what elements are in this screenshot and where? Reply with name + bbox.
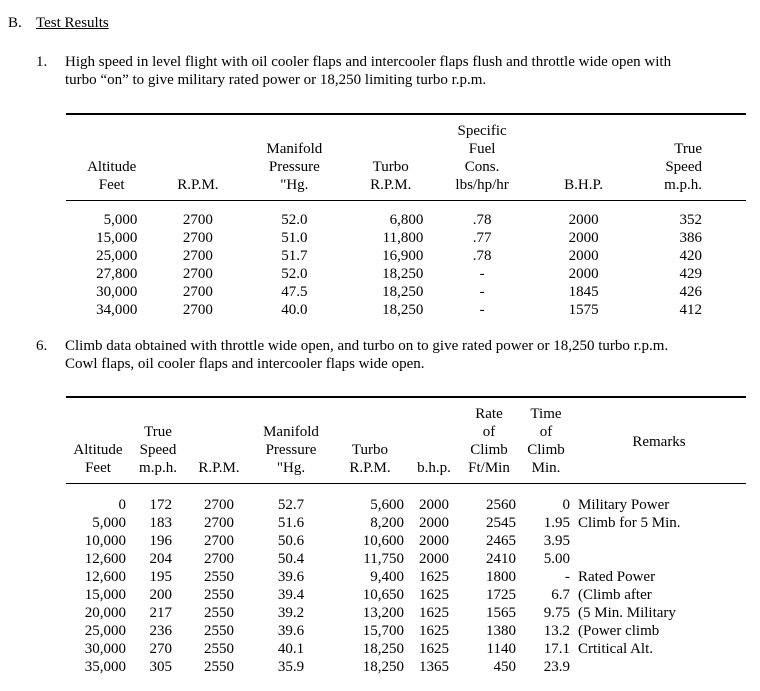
- cell-speed: 305: [149, 659, 172, 675]
- item6-description: [65, 337, 735, 373]
- cell-altitude: 30,000: [96, 284, 138, 300]
- cell-turbo: 11,750: [363, 551, 404, 567]
- cell-time: 3.95: [543, 533, 570, 549]
- cell-bhp: 1625: [419, 605, 449, 621]
- cell-manifold: 40.1: [277, 641, 305, 657]
- cell-remarks: Climb for 5 Min.: [578, 515, 681, 531]
- cell-rpm: 2550: [204, 587, 234, 603]
- cell-fuel: .78: [472, 212, 492, 228]
- cell-rate: 1800: [486, 569, 516, 585]
- header-line: lbs/hp/hr: [455, 177, 509, 193]
- cell-manifold: 39.6: [277, 623, 305, 639]
- cell-bhp: 2000: [568, 266, 599, 282]
- cell-altitude: 5,000: [103, 212, 138, 228]
- cell-rate: 1380: [486, 623, 516, 639]
- table-row: [66, 568, 746, 586]
- cell-rpm: 2550: [204, 569, 234, 585]
- cell-altitude: 12,600: [84, 569, 126, 585]
- header-line: of: [482, 424, 496, 440]
- cell-turbo: 9,400: [370, 569, 404, 585]
- cell-rate: 2465: [486, 533, 516, 549]
- cell-altitude: 35,000: [84, 659, 126, 675]
- col-bhp-header: [410, 405, 458, 477]
- table1-header-row: [66, 122, 746, 194]
- table-row: [66, 514, 746, 532]
- high-speed-table: [66, 122, 746, 194]
- header-line: Manifold: [263, 424, 319, 440]
- cell-speed: 196: [149, 533, 172, 549]
- cell-rate: 2410: [486, 551, 516, 567]
- cell-manifold: 50.6: [277, 533, 305, 549]
- header-line: Climb: [527, 442, 565, 458]
- col-bhp-header: [533, 122, 634, 194]
- header-line: b.h.p.: [417, 460, 451, 476]
- cell-speed: 352: [679, 212, 702, 228]
- table2-header-rule: [66, 483, 746, 484]
- cell-bhp: 2000: [419, 533, 449, 549]
- col-fuel-header: [431, 122, 532, 194]
- cell-speed: 195: [149, 569, 172, 585]
- climb-table-body: [66, 496, 746, 676]
- cell-manifold: 39.4: [277, 587, 305, 603]
- cell-time: 5.00: [543, 551, 570, 567]
- section-title: Test Results: [36, 15, 109, 31]
- item6-number: 6.: [36, 338, 48, 354]
- header-line: True: [144, 424, 172, 440]
- table-row: [66, 640, 746, 658]
- cell-bhp: 2000: [419, 551, 449, 567]
- header-line: Pressure: [268, 159, 320, 175]
- cell-turbo: 18,250: [382, 284, 424, 300]
- cell-manifold: 50.4: [277, 551, 305, 567]
- cell-manifold: 51.0: [281, 230, 308, 246]
- header-line: "Hg.: [276, 460, 306, 476]
- header-line: Min.: [531, 460, 561, 476]
- cell-turbo: 18,250: [382, 266, 424, 282]
- header-line: Feet: [98, 177, 125, 193]
- cell-manifold: 52.0: [281, 212, 308, 228]
- cell-speed: 426: [679, 284, 702, 300]
- header-line: Pressure: [265, 442, 317, 458]
- cell-altitude: 5,000: [92, 515, 126, 531]
- table-row: [66, 532, 746, 550]
- cell-turbo: 10,650: [362, 587, 404, 603]
- header-line: Manifold: [266, 141, 323, 157]
- cell-bhp: 1625: [419, 641, 449, 657]
- cell-altitude: 15,000: [96, 230, 138, 246]
- col-remarks-header: [572, 405, 746, 477]
- table2-header-row: [66, 405, 746, 477]
- cell-rpm: 2550: [204, 623, 234, 639]
- cell-remarks: Military Power: [578, 497, 670, 513]
- cell-turbo: 18,250: [362, 659, 404, 675]
- cell-time: 9.75: [543, 605, 570, 621]
- cell-altitude: 15,000: [84, 587, 126, 603]
- cell-turbo: 15,700: [362, 623, 404, 639]
- cell-remarks: [572, 658, 746, 676]
- header-line: Feet: [85, 460, 111, 476]
- cell-rpm: 2700: [182, 230, 213, 246]
- col-time-header: [520, 405, 572, 477]
- header-line: Specific: [457, 123, 507, 139]
- header-line: R.P.M.: [198, 460, 240, 476]
- cell-speed: 183: [149, 515, 172, 531]
- header-line: m.p.h.: [664, 177, 702, 193]
- table-row: [66, 550, 746, 568]
- col-manifold-header: [252, 405, 330, 477]
- cell-bhp: 1365: [419, 659, 449, 675]
- cell-altitude: 34,000: [96, 302, 138, 318]
- cell-altitude: 25,000: [84, 623, 126, 639]
- cell-remarks: Rated Power: [578, 569, 656, 585]
- cell-rpm: 2700: [182, 302, 213, 318]
- cell-speed: 429: [679, 266, 702, 282]
- header-line: Altitude: [73, 442, 123, 458]
- header-line: Time: [530, 406, 562, 422]
- item1-text-line2: turbo “on” to give military rated power or 18,250 limiting turbo r.p.m.: [65, 72, 487, 88]
- cell-rate: 2545: [486, 515, 516, 531]
- cell-turbo: 5,600: [370, 497, 404, 513]
- header-line: Speed: [665, 159, 702, 175]
- cell-speed: 204: [149, 551, 172, 567]
- cell-speed: 217: [149, 605, 172, 621]
- col-rpm-header: [186, 405, 252, 477]
- cell-turbo: 8,200: [370, 515, 404, 531]
- cell-speed: 270: [149, 641, 172, 657]
- header-line: Remarks: [632, 434, 686, 450]
- cell-bhp: 1575: [568, 302, 599, 318]
- cell-bhp: 2000: [419, 515, 449, 531]
- table-row: [66, 604, 746, 622]
- cell-speed: 236: [149, 623, 172, 639]
- table1-header-rule: [66, 200, 746, 201]
- cell-turbo: 6,800: [389, 212, 424, 228]
- climb-table: [66, 405, 746, 477]
- col-altitude-header: [66, 405, 130, 477]
- col-turbo-header: [350, 122, 431, 194]
- table-row: [66, 265, 746, 283]
- cell-fuel: -: [479, 266, 485, 282]
- cell-turbo: 16,900: [382, 248, 424, 264]
- header-line: Ft/Min: [468, 460, 510, 476]
- cell-remarks: (Climb after: [578, 587, 652, 603]
- cell-manifold: 40.0: [281, 302, 308, 318]
- header-line: "Hg.: [280, 177, 309, 193]
- header-line: R.P.M.: [370, 177, 412, 193]
- cell-rpm: 2700: [204, 497, 234, 513]
- header-line: Climb: [470, 442, 508, 458]
- cell-bhp: 2000: [419, 497, 449, 513]
- cell-rpm: 2550: [204, 605, 234, 621]
- item1-text-line1: High speed in level flight with oil cooler flaps and intercooler flaps flush and throttle wide open with: [65, 54, 672, 70]
- cell-bhp: 1625: [419, 623, 449, 639]
- cell-bhp: 2000: [568, 212, 599, 228]
- col-altitude-header: [66, 122, 157, 194]
- table-row: [66, 622, 746, 640]
- cell-manifold: 39.2: [277, 605, 305, 621]
- cell-bhp: 2000: [568, 248, 599, 264]
- cell-speed: 412: [679, 302, 702, 318]
- item1-description: [65, 53, 735, 89]
- cell-turbo: 10,600: [362, 533, 404, 549]
- item1-number: 1.: [36, 54, 48, 70]
- cell-remarks: Crtitical Alt.: [578, 641, 653, 657]
- cell-time: 0: [562, 497, 570, 513]
- cell-remarks: (5 Min. Military: [578, 605, 676, 621]
- header-line: Speed: [139, 442, 177, 458]
- cell-altitude: 30,000: [84, 641, 126, 657]
- cell-bhp: 2000: [568, 230, 599, 246]
- cell-time: 17.1: [543, 641, 570, 657]
- header-line: Rate: [475, 406, 503, 422]
- item6-text-line1: Climb data obtained with throttle wide open, and turbo on to give rated power or 18,250 turbo r.p.m.: [65, 338, 669, 354]
- cell-time: 13.2: [543, 623, 570, 639]
- col-rpm-header: [157, 122, 238, 194]
- cell-rate: 1140: [486, 641, 516, 657]
- cell-rpm: 2700: [182, 212, 213, 228]
- cell-manifold: 47.5: [281, 284, 308, 300]
- item6-text-line2: Cowl flaps, oil cooler flaps and intercooler flaps wide open.: [65, 356, 425, 372]
- cell-rate: 450: [493, 659, 516, 675]
- cell-remarks: [572, 532, 746, 550]
- cell-fuel: -: [479, 302, 485, 318]
- table-row: [66, 229, 746, 247]
- cell-speed: 172: [149, 497, 172, 513]
- cell-time: -: [565, 569, 570, 585]
- cell-manifold: 35.9: [277, 659, 305, 675]
- table2-top-rule: [66, 396, 746, 398]
- cell-turbo: 18,250: [382, 302, 424, 318]
- cell-manifold: 52.0: [281, 266, 308, 282]
- header-line: Altitude: [87, 159, 137, 175]
- cell-altitude: 0: [118, 497, 126, 513]
- cell-fuel: -: [479, 284, 485, 300]
- table-row: [66, 283, 746, 301]
- cell-rpm: 2700: [204, 515, 234, 531]
- cell-manifold: 39.6: [277, 569, 305, 585]
- cell-altitude: 20,000: [84, 605, 126, 621]
- cell-remarks: (Power climb: [578, 623, 660, 639]
- cell-altitude: 12,600: [84, 551, 126, 567]
- high-speed-table-body: [66, 211, 746, 319]
- cell-time: 1.95: [543, 515, 570, 531]
- table-row: [66, 586, 746, 604]
- cell-altitude: 25,000: [96, 248, 138, 264]
- cell-rpm: 2550: [204, 659, 234, 675]
- cell-rpm: 2700: [204, 533, 234, 549]
- cell-rpm: 2700: [204, 551, 234, 567]
- table-row: [66, 211, 746, 229]
- cell-altitude: 10,000: [84, 533, 126, 549]
- col-manifold-header: [239, 122, 351, 194]
- header-line: Fuel: [468, 141, 496, 157]
- header-line: Cons.: [464, 159, 500, 175]
- cell-manifold: 52.7: [277, 497, 305, 513]
- cell-turbo: 11,800: [382, 230, 424, 246]
- header-line: B.H.P.: [564, 177, 603, 193]
- cell-turbo: 13,200: [362, 605, 404, 621]
- col-speed-header: [130, 405, 186, 477]
- cell-rpm: 2550: [204, 641, 234, 657]
- header-line: R.P.M.: [177, 177, 219, 193]
- cell-bhp: 1845: [568, 284, 599, 300]
- cell-fuel: .78: [472, 248, 492, 264]
- cell-time: 23.9: [543, 659, 570, 675]
- cell-turbo: 18,250: [362, 641, 404, 657]
- cell-bhp: 1625: [419, 587, 449, 603]
- header-line: of: [539, 424, 553, 440]
- cell-time: 6.7: [551, 587, 570, 603]
- cell-manifold: 51.6: [277, 515, 305, 531]
- cell-rate: 1565: [486, 605, 516, 621]
- cell-rpm: 2700: [182, 266, 213, 282]
- section-letter: B.: [8, 15, 22, 31]
- cell-rpm: 2700: [182, 248, 213, 264]
- cell-rpm: 2700: [182, 284, 213, 300]
- cell-remarks: [572, 550, 746, 568]
- cell-speed: 386: [679, 230, 702, 246]
- col-rate-header: [458, 405, 520, 477]
- header-line: Turbo: [351, 442, 389, 458]
- cell-speed: 200: [149, 587, 172, 603]
- table-row: [66, 301, 746, 319]
- table-row: [66, 658, 746, 676]
- header-line: Turbo: [372, 159, 409, 175]
- cell-rate: 2560: [486, 497, 516, 513]
- header-line: True: [674, 141, 702, 157]
- header-line: m.p.h.: [139, 460, 177, 476]
- cell-altitude: 27,800: [96, 266, 138, 282]
- cell-manifold: 51.7: [281, 248, 308, 264]
- col-speed-header: [634, 122, 746, 194]
- cell-speed: 420: [679, 248, 702, 264]
- header-line: R.P.M.: [349, 460, 391, 476]
- cell-rate: 1725: [486, 587, 516, 603]
- cell-bhp: 1625: [419, 569, 449, 585]
- col-turbo-header: [330, 405, 410, 477]
- table-row: [66, 496, 746, 514]
- cell-fuel: .77: [472, 230, 492, 246]
- table-row: [66, 247, 746, 265]
- table1-top-rule: [66, 113, 746, 115]
